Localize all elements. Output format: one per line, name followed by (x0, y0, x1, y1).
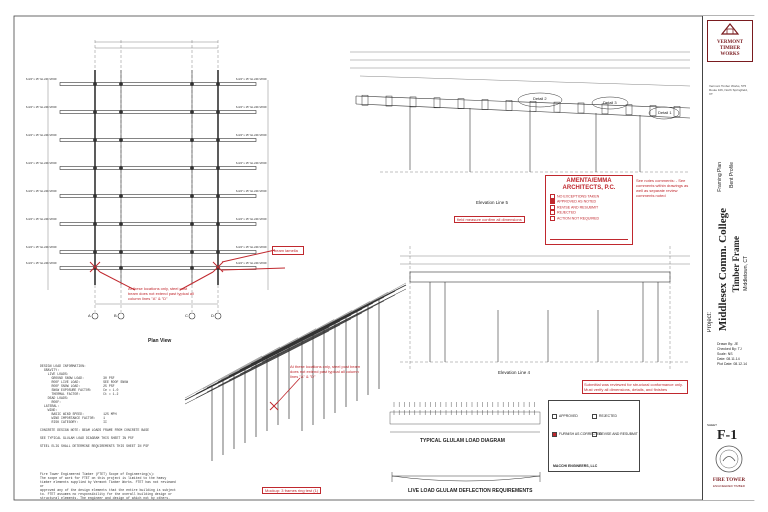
engineer-check: APPROVED (552, 413, 592, 419)
detail-2-label: Detail 2 (533, 96, 547, 101)
company-line-3: WORKS (720, 52, 740, 57)
plan-beam (60, 194, 256, 197)
engineer-subtitle: ENGINEERED TIMBER (713, 484, 745, 488)
iso-purlin (203, 347, 280, 389)
plan-beam-label-left: 6-3/4" x 15" GL 24F-V8 DF (26, 134, 57, 137)
plan-beam-label-left: 6-3/4" x 15" GL 24F-V8 DF (26, 246, 57, 249)
grid-label-c: C (185, 313, 188, 318)
company-line-2: TIMBER (719, 46, 741, 51)
checkbox-icon (550, 194, 555, 199)
plan-beam (60, 222, 256, 225)
company-address: Vermont Timber Works, 575 Route 106, North Springfield, VT (709, 84, 748, 96)
plan-beam (60, 166, 256, 169)
glulam-load-diagram (390, 402, 540, 432)
rafter-mark (434, 98, 440, 108)
checkbox-icon (552, 432, 557, 437)
plan-beam-label-right: 6-3/4" x 15" GL 24F-V8 DF (236, 246, 267, 249)
architect-name: AMENTA/EMMA ARCHITECTS, P.C. (562, 178, 616, 191)
plan-view (48, 40, 268, 319)
plan-beam (60, 110, 256, 113)
architect-side-note: See notes comments: - See comments within drawings as well as separate review comments noted (636, 178, 689, 198)
grid-label-a: A (88, 313, 91, 318)
engineer-check: FURNISH AS CORRECTED (552, 431, 592, 437)
sheet-description-2: Bent Profile (729, 162, 735, 188)
glulam-load-title: TYPICAL GLULAM LOAD DIAGRAM (420, 438, 505, 444)
elevation-5-title: Elevation Line 5 (476, 200, 509, 205)
iso-purlin (329, 283, 406, 325)
rafter-mark (482, 100, 488, 110)
iso-beam-underside (262, 289, 406, 362)
checkbox-icon (550, 216, 555, 221)
plan-beam-label-right: 6-3/4" x 15" GL 24F-V8 DF (236, 218, 267, 221)
title-block (702, 16, 755, 500)
architect-option: REJECTED (550, 210, 628, 215)
grid-label-b: B (114, 313, 117, 318)
plan-beam-label-right: 6-3/4" x 15" GL 24F-V8 DF (236, 262, 267, 265)
plan-beam (60, 266, 256, 269)
rafter-mark (458, 99, 464, 109)
architect-option: ACTION NOT REQUIRED (550, 216, 628, 221)
plan-beam (60, 250, 256, 253)
iso-purlin (311, 292, 388, 334)
rafter-mark (386, 96, 392, 106)
date: Date: 08.11.14 (717, 357, 740, 361)
plan-beam-label-left: 6-3/4" x 15" GL 24F-V8 DF (26, 106, 57, 109)
plot-date: Plot Date: 08.12.14 (717, 362, 747, 366)
iso-beam-underside (207, 319, 351, 392)
plan-beam-label-left: 6-3/4" x 15" GL 24F-V8 DF (26, 78, 57, 81)
checkbox-icon (550, 199, 555, 204)
engineer-check: REJECTED (592, 413, 632, 419)
scale: Scale: NS (717, 352, 733, 356)
deflection-diagram (392, 472, 540, 482)
iso-beam-underside (196, 325, 340, 398)
plan-beam-label-left: 6-3/4" x 15" GL 24F-V8 DF (26, 162, 57, 165)
architect-option: NO EXCEPTIONS TAKEN (550, 194, 628, 199)
elevation-4 (400, 246, 690, 370)
architect-option: REVISE AND RESUBMIT (550, 205, 628, 210)
rafter-mark (578, 103, 584, 113)
plan-beam-label-right: 6-3/4" x 15" GL 24F-V8 DF (236, 190, 267, 193)
architect-option: APPROVED AS NOTED (550, 199, 628, 204)
iso-callout: At these locations only, steel post beam does not extend past typical all column lines "A" & "D" (290, 364, 361, 379)
plan-beam-label-right: 6-3/4" x 15" GL 24F-V8 DF (236, 106, 267, 109)
scope-note: Fire Tower Engineered Timber (FTET) Scope of Engineering(s): The scope of work for FTET on this project is limited to the heavy timber elements supplied by Vermont Timber Works. FTET has not reviewed or approved any of the design elements that the entire building is subject to. FTET assumes no responsibility for the overall building design or structural elements. The engineer and design of which not by others. (40, 472, 176, 500)
iso-tag: Mockup: 3 frames ring test (1) (262, 487, 321, 494)
plan-beam-label-right: 6-3/4" x 15" GL 24F-V8 DF (236, 134, 267, 137)
plan-view-title: Plan View (148, 338, 172, 344)
iso-purlin (257, 320, 334, 362)
engineer-warning: Submittal was reviewed for structural conformance only. Must verify all dimensions, details, and finishes (582, 380, 688, 394)
engineer-company: MACCHI ENGINEERS, LLC (553, 464, 598, 468)
company-logo (707, 20, 753, 62)
plan-beam-label-left: 6-3/4" x 15" GL 24F-V8 DF (26, 218, 57, 221)
checkbox-icon (592, 432, 597, 437)
rafter-mark (626, 105, 632, 115)
plan-callout-note: At these locations only, steel post beam does not extend past typical all column lines "A" & "D" (128, 286, 194, 301)
checkbox-icon (552, 414, 557, 419)
architect-review-stamp (545, 175, 633, 245)
iso-purlin (293, 301, 370, 343)
rafter-mark (506, 100, 512, 110)
drawn-by: Drawn By: JE (717, 342, 739, 346)
plan-beam (60, 138, 256, 141)
plan-redline-marks (90, 250, 285, 290)
iso-purlin (275, 310, 352, 352)
sheet-label: SHEET (707, 423, 718, 427)
elevation-5 (350, 52, 690, 172)
rafter-mark (650, 106, 656, 116)
iso-purlin (185, 356, 262, 398)
rafter-mark (362, 95, 368, 105)
plan-beam-label-left: 6-3/4" x 15" GL 24F-V8 DF (26, 262, 57, 265)
grid-label-d: D (211, 313, 214, 318)
plan-beam-label-right: 6-3/4" x 15" GL 24F-V8 DF (236, 162, 267, 165)
detail-1-label: Detail 1 (658, 110, 672, 115)
drawing-info (717, 342, 747, 367)
engineer-review-stamp (548, 400, 640, 472)
engineer-check: REVISE AND RESUBMIT (592, 431, 632, 437)
checkbox-icon (592, 414, 597, 419)
company-line-1: VERMONT (716, 40, 744, 45)
project-location: Middletown, CT (743, 256, 749, 291)
checkbox-icon (550, 210, 555, 215)
rafter-mark (410, 97, 416, 107)
elevation-5-redline-note: field measure confirm all dimensions (454, 216, 525, 223)
plan-beam (60, 82, 256, 85)
detail-3-label: Detail 3 (603, 100, 617, 105)
plan-beam-label-left: 6-3/4" x 15" GL 24F-V8 DF (26, 190, 57, 193)
checked-by: Checked By: TJ (717, 347, 742, 351)
engineer-seal-icon (713, 444, 745, 474)
sheet-description: Framing Plan (717, 162, 723, 192)
design-load-notes: DESIGN LOAD INFORMATION: GRAVITY: LIVE LOADS: GROUND SNOW LOAD: 30 PSF ROOF LIVE LOAD: SEE ROOF SNOW ROOF SNOW LOAD: 25 PSF SNOW EXPOSURE FACTOR: Ce = 1.0 THERMAL FACTOR: Ct = 1.2 DEAD LOADS: ROOF: LATERAL: WIND: BASIC WIND SPEED: 125 MPH WIND IMPORTANCE FACTOR: 1 RISK CATEGORY: II CONCRETE DESIGN NOTE: BEAM LOADS FRAME FROM CONCRETE BASE SEE TYPICAL GLULAM LOAD DIAGRAM THIS SHEET IN PSF STEEL ELIG SHALL DETERMINE REQUIREMENTS THIS SHEET IN PSF (40, 364, 150, 448)
rafter-mark (674, 106, 680, 116)
iso-beam-underside (251, 295, 395, 368)
plan-callout-top: beam lamella (272, 246, 304, 255)
iso-purlin (221, 338, 298, 380)
elevation-4-title: Elevation Line 4 (498, 370, 531, 375)
project-name: Middlesex Comm. College (717, 208, 729, 332)
project-subtitle: Timber Frame (731, 236, 741, 293)
deflection-title: LIVE LOAD GLULAM DEFLECTION REQUIREMENTS (408, 488, 533, 494)
project-label: Project: (707, 312, 713, 333)
sheet-number: F-1 (717, 428, 738, 443)
barn-icon (708, 21, 752, 35)
plan-beam-label-right: 6-3/4" x 15" GL 24F-V8 DF (236, 78, 267, 81)
engineer-name: FIRE TOWER (712, 478, 746, 483)
checkbox-icon (550, 205, 555, 210)
